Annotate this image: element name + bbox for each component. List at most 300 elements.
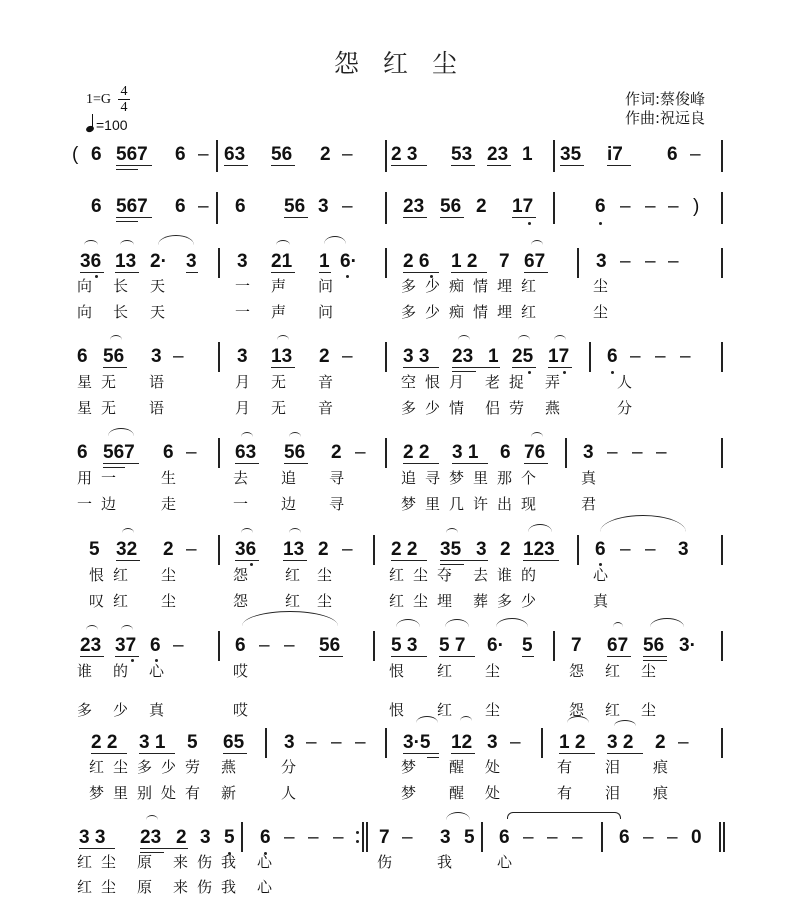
note: 3 <box>284 732 295 753</box>
lyric: 的 <box>521 566 537 584</box>
slur <box>146 815 158 820</box>
bar-line <box>721 248 723 278</box>
note: 3 1 <box>139 732 166 753</box>
bar-line <box>721 438 723 468</box>
note: 56 <box>284 196 306 217</box>
lyric: 有 <box>557 758 573 776</box>
lyric: 红 <box>285 566 301 584</box>
underline <box>548 367 572 368</box>
lyric: 痴 <box>449 277 465 295</box>
slur <box>289 432 301 437</box>
lyric: 尘 <box>485 662 501 680</box>
lyric: 人 <box>617 373 633 391</box>
lyric: 处 <box>485 758 501 776</box>
lyric: 天 <box>150 277 166 295</box>
underline <box>643 656 667 657</box>
underline <box>224 165 248 166</box>
bar-line <box>216 192 218 224</box>
lyric: 声 <box>271 303 287 321</box>
slur <box>84 240 98 245</box>
underline <box>319 272 331 273</box>
song-title: 怨红尘 <box>333 49 481 78</box>
underline <box>403 463 439 464</box>
bar-line <box>218 248 220 278</box>
note: 2 3 <box>391 144 418 165</box>
bar-line <box>721 342 723 372</box>
note: 567 <box>103 442 135 463</box>
dash: – <box>632 442 643 463</box>
note: 2 2 <box>91 732 118 753</box>
lyric: 心 <box>149 662 165 680</box>
note: 7 <box>499 251 510 272</box>
note: 3 <box>596 251 607 272</box>
lyric: 一 <box>101 469 117 487</box>
underline <box>427 757 439 758</box>
repeat-bar-line <box>362 822 364 852</box>
note: 3 2 <box>607 732 634 753</box>
underline <box>80 272 104 273</box>
dash: – <box>306 732 317 753</box>
dash: – <box>630 346 641 367</box>
dash: – <box>355 732 366 753</box>
lyric: 捉 <box>509 373 525 391</box>
underline <box>235 463 259 464</box>
lower-octave-dot <box>563 371 566 374</box>
slur <box>276 240 290 245</box>
note: 67 <box>524 251 546 272</box>
repeat-dot <box>356 840 359 843</box>
bar-line <box>553 631 555 661</box>
dash: – <box>572 827 583 848</box>
note: 6 <box>667 144 678 165</box>
final-bar-line <box>723 822 725 852</box>
note: 3 <box>318 196 329 217</box>
lyric: 少 <box>425 399 441 417</box>
lyric: 的 <box>113 662 129 680</box>
lyric: 谁 <box>77 662 93 680</box>
lyric: 人 <box>281 784 297 802</box>
underline <box>523 560 559 561</box>
note: 6 <box>235 196 246 217</box>
slur <box>460 716 472 721</box>
note: 6 <box>175 196 186 217</box>
underline <box>186 272 198 273</box>
lyric: 问 <box>318 277 334 295</box>
note: 3·5 <box>403 732 431 753</box>
underline <box>560 165 584 166</box>
note: 123 <box>523 539 555 560</box>
lyric: 红 <box>77 853 93 871</box>
slur <box>531 240 543 245</box>
dash: – <box>402 827 413 848</box>
lyric: 梦 <box>401 784 417 802</box>
lyric: 红 <box>605 662 621 680</box>
dash: – <box>607 442 618 463</box>
lyric: 尘 <box>101 878 117 896</box>
bar-line <box>721 631 723 661</box>
lyric: 出 <box>497 495 513 513</box>
lyric: 红 <box>605 701 621 719</box>
slur <box>650 618 684 627</box>
lyric: 梦 <box>401 758 417 776</box>
note: 6 <box>163 442 174 463</box>
lyric: 别 <box>137 784 153 802</box>
bar-line <box>385 248 387 278</box>
note: 21 <box>271 251 293 272</box>
dash: – <box>284 635 295 656</box>
dash: – <box>620 196 631 217</box>
note: 1 <box>319 251 330 272</box>
lyric: 我 <box>221 853 237 871</box>
note: ( <box>72 144 79 165</box>
lyric: 多 <box>137 758 153 776</box>
lower-octave-dot <box>528 371 531 374</box>
lyric: 空 <box>401 373 417 391</box>
note: 6 <box>77 346 88 367</box>
lyric: 君 <box>581 495 597 513</box>
lyric: 红 <box>437 662 453 680</box>
bar-line <box>577 535 579 565</box>
lyric: 情 <box>473 303 489 321</box>
slur <box>277 335 289 340</box>
slur <box>241 528 253 533</box>
note: 17 <box>548 346 570 367</box>
lyric: 少 <box>425 303 441 321</box>
lyric: 哎 <box>233 662 249 680</box>
slur <box>121 625 133 630</box>
lyric: 心 <box>497 853 513 871</box>
underline <box>284 463 308 464</box>
lyric: 梦 <box>89 784 105 802</box>
note: 36 <box>80 251 102 272</box>
slur <box>110 335 122 340</box>
note: 6· <box>340 251 357 272</box>
underline <box>103 467 125 468</box>
note: 3 <box>583 442 594 463</box>
slur <box>614 720 636 726</box>
lyric: 里 <box>425 495 441 513</box>
underline <box>559 753 595 754</box>
lyric: 分 <box>281 758 297 776</box>
lyric: 夺 <box>437 566 453 584</box>
lyric: 侣 <box>485 399 501 417</box>
dash: – <box>342 539 353 560</box>
lyric: 里 <box>473 469 489 487</box>
bar-line <box>373 535 375 565</box>
lower-octave-dot <box>95 275 98 278</box>
note: 67 <box>607 635 629 656</box>
lower-octave-dot <box>599 222 602 225</box>
underline <box>223 753 247 754</box>
note: 3 <box>237 346 248 367</box>
note: 17 <box>512 196 534 217</box>
lyric: 处 <box>485 784 501 802</box>
lyric: 埋 <box>437 592 453 610</box>
lyrics-row-cropped <box>0 878 791 896</box>
dash: – <box>655 346 666 367</box>
lyric: 燕 <box>221 758 237 776</box>
note: 2 <box>655 732 666 753</box>
lyric: 燕 <box>545 399 561 417</box>
lyric: 新 <box>221 784 237 802</box>
note: 7 <box>571 635 582 656</box>
bar-line <box>385 140 387 172</box>
lyric: 寻 <box>425 469 441 487</box>
slur <box>416 716 438 723</box>
lyric: 恨 <box>389 662 405 680</box>
note: 76 <box>524 442 546 463</box>
dash: – <box>678 732 689 753</box>
lyric: 声 <box>271 277 287 295</box>
lyric: 月 <box>235 399 251 417</box>
underline <box>607 656 631 657</box>
bar-line <box>385 728 387 758</box>
lyric: 梦 <box>449 469 465 487</box>
dash: – <box>198 196 209 217</box>
dash: – <box>331 732 342 753</box>
slur <box>324 236 346 244</box>
slur <box>518 335 530 340</box>
lyric: 那 <box>497 469 513 487</box>
underline <box>103 367 127 368</box>
dash: – <box>643 827 654 848</box>
lyric: 一 <box>235 303 251 321</box>
lyric: 红 <box>113 566 129 584</box>
bar-line <box>218 631 220 661</box>
lyric: 泪 <box>605 758 621 776</box>
slur <box>567 716 589 723</box>
slur <box>241 432 253 437</box>
note: 6 <box>175 144 186 165</box>
dash: – <box>645 539 656 560</box>
lyric: 向 <box>77 277 93 295</box>
dash: – <box>690 144 701 165</box>
note: 6 <box>150 635 161 656</box>
lyric: 音 <box>318 373 334 391</box>
lyric: 几 <box>449 495 465 513</box>
dash: – <box>355 442 366 463</box>
bar-line <box>265 728 267 758</box>
slur <box>446 812 470 820</box>
slur <box>531 432 543 437</box>
lyric: 去 <box>473 566 489 584</box>
lyric: 红 <box>89 758 105 776</box>
slur <box>108 428 134 436</box>
quarter-note-icon <box>86 114 96 134</box>
bar-line <box>721 192 723 224</box>
lyric: 红 <box>521 277 537 295</box>
lyric: 尘 <box>413 566 429 584</box>
bar-line <box>565 438 567 468</box>
paren: ) <box>693 196 700 217</box>
note: 6 <box>260 827 271 848</box>
note: 2 <box>319 346 330 367</box>
dash: – <box>668 196 679 217</box>
underline <box>91 753 127 754</box>
note: 6· <box>487 635 504 656</box>
lyric: 多 <box>497 592 513 610</box>
lyric: 红 <box>389 566 405 584</box>
repeat-dot <box>356 831 359 834</box>
bar-line <box>385 438 387 468</box>
lyric: 尘 <box>485 701 501 719</box>
note: 2 2 <box>391 539 418 560</box>
note: 3 <box>678 539 689 560</box>
lyric: 痕 <box>653 758 669 776</box>
underline <box>403 272 439 273</box>
note: 56 <box>284 442 306 463</box>
time-signature-top: 4 <box>120 84 128 99</box>
key-signature: 1=G <box>86 92 112 107</box>
tempo-value: =100 <box>96 117 128 133</box>
lyric: 醒 <box>449 784 465 802</box>
dash: – <box>620 539 631 560</box>
underline <box>391 656 427 657</box>
dash: – <box>523 827 534 848</box>
underline <box>440 564 464 565</box>
note: 32 <box>116 539 138 560</box>
lyric: 一 <box>235 277 251 295</box>
lyric: 我 <box>221 878 237 896</box>
lyric: 红 <box>437 701 453 719</box>
lyric: 恨 <box>389 701 405 719</box>
note: 5 7 <box>439 635 466 656</box>
note: 6 <box>77 442 88 463</box>
note: 13 <box>271 346 293 367</box>
lyric: 长 <box>113 277 129 295</box>
note: 6 <box>595 196 606 217</box>
underline <box>391 560 427 561</box>
lyric: 怨 <box>233 592 249 610</box>
lyric: 真 <box>149 701 165 719</box>
lyric: 多 <box>77 701 93 719</box>
underline <box>451 165 475 166</box>
note: 5 <box>224 827 235 848</box>
note: 7 <box>379 827 390 848</box>
underline <box>403 217 427 218</box>
time-signature <box>118 84 130 115</box>
dash: – <box>656 442 667 463</box>
underline <box>283 560 307 561</box>
note: 5 3 <box>391 635 418 656</box>
note: 5 <box>464 827 475 848</box>
lyric: 星 <box>77 399 93 417</box>
bar-line <box>541 728 543 758</box>
underline <box>116 169 138 170</box>
underline <box>452 371 476 372</box>
lyric: 情 <box>449 399 465 417</box>
dash: – <box>547 827 558 848</box>
tempo-marking <box>86 114 128 134</box>
note: 1 <box>522 144 533 165</box>
dash: – <box>668 251 679 272</box>
underline <box>115 272 139 273</box>
note: 6 <box>499 827 510 848</box>
slur <box>289 528 301 533</box>
slur <box>396 619 420 627</box>
underline <box>271 165 295 166</box>
bar-line <box>481 822 483 852</box>
lower-octave-dot <box>346 275 349 278</box>
lyric: 葬 <box>473 592 489 610</box>
lyric: 痕 <box>653 784 669 802</box>
lyric: 伤 <box>197 853 213 871</box>
lyric: 红 <box>77 878 93 896</box>
note: 3 <box>151 346 162 367</box>
final-bar-line <box>719 822 721 852</box>
lyric: 分 <box>617 399 633 417</box>
lyric: 用 <box>77 469 93 487</box>
composer: 作曲:祝远良 <box>625 109 706 127</box>
dash: – <box>667 827 678 848</box>
lyricist: 作词:蔡俊峰 <box>625 90 706 108</box>
slur <box>554 335 566 340</box>
slur <box>496 618 528 627</box>
underline <box>116 221 138 222</box>
lyric: 红 <box>285 592 301 610</box>
lyric: 星 <box>77 373 93 391</box>
underline <box>140 848 188 849</box>
note: 2 <box>476 196 487 217</box>
note: 35 <box>440 539 462 560</box>
lyric: 现 <box>521 495 537 513</box>
lyric: 劳 <box>185 758 201 776</box>
lyric: 走 <box>161 495 177 513</box>
credits <box>625 90 705 128</box>
dash: – <box>198 144 209 165</box>
lyric: 天 <box>150 303 166 321</box>
note: 3 <box>476 539 487 560</box>
lyric: 原 <box>137 878 153 896</box>
note: 56 <box>319 635 341 656</box>
lyric: 向 <box>77 303 93 321</box>
note: 1 2 <box>451 251 478 272</box>
lyric: 许 <box>473 495 489 513</box>
lyric: 尘 <box>113 758 129 776</box>
note: 35 <box>560 144 582 165</box>
bar-line <box>553 140 555 172</box>
note: 56 <box>103 346 125 367</box>
note: 23 <box>403 196 425 217</box>
bar-line <box>601 822 603 852</box>
note: 2 6 <box>403 251 430 272</box>
lyric: 寻 <box>329 495 345 513</box>
lyric: 红 <box>389 592 405 610</box>
lyric: 来 <box>173 878 189 896</box>
note: 6 <box>607 346 618 367</box>
lyric: 尘 <box>593 303 609 321</box>
underline <box>139 753 175 754</box>
time-signature-bottom: 4 <box>120 100 128 115</box>
note: 3 <box>186 251 197 272</box>
lyric: 真 <box>593 592 609 610</box>
bar-line <box>216 140 218 172</box>
bar-line <box>385 342 387 372</box>
bar-line <box>218 342 220 372</box>
note: 6 <box>91 196 102 217</box>
slur <box>445 619 469 627</box>
dash: – <box>333 827 344 848</box>
lyric: 尘 <box>317 592 333 610</box>
lyric: 情 <box>473 277 489 295</box>
dash: – <box>259 635 270 656</box>
lyric: 伤 <box>197 878 213 896</box>
lyric: 尘 <box>161 592 177 610</box>
lyric: 无 <box>271 373 287 391</box>
dash: – <box>173 346 184 367</box>
dash: – <box>186 539 197 560</box>
lyric: 怨 <box>569 662 585 680</box>
